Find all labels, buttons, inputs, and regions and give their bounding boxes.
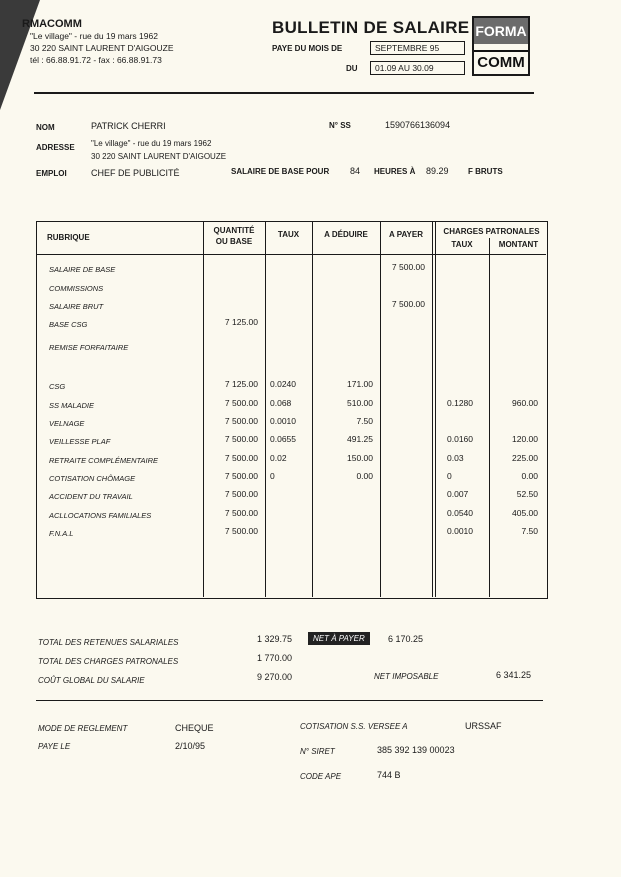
row-rubrique: COMMISSIONS <box>49 284 104 293</box>
col-divider <box>489 238 490 597</box>
cell-ch-montant: 225.00 <box>512 453 538 463</box>
company-address2: 30 220 SAINT LAURENT D'AIGOUZE <box>30 43 174 53</box>
th-rubrique: RUBRIQUE <box>47 233 90 242</box>
cell-ch-taux: 0.03 <box>447 453 464 463</box>
th-a-deduire: A DÉDUIRE <box>324 230 368 239</box>
cell-base: 7 500.00 <box>224 434 258 444</box>
ape-value: 744 B <box>377 770 401 780</box>
cell-taux: 0.0655 <box>270 434 296 444</box>
header-divider <box>34 92 534 94</box>
cell-taux: 0.02 <box>270 453 287 463</box>
row-rubrique: VEILLESSE PLAF <box>49 437 111 446</box>
cell-ch-taux: 0.0010 <box>447 526 473 536</box>
row-rubrique: ACCIDENT DU TRAVAIL <box>49 492 133 501</box>
month-field <box>370 41 465 55</box>
company-name: RMACOMM <box>22 18 82 30</box>
paye-label: PAYE LE <box>38 742 71 751</box>
company-phone: tél : 66.88.91.72 - fax : 66.88.91.73 <box>30 55 162 65</box>
company-address1: "Le village" - rue du 19 mars 1962 <box>30 31 158 41</box>
net-value: 6 170.25 <box>388 634 424 644</box>
cell-taux: 0.068 <box>270 398 292 408</box>
adresse-line1: "Le village" - rue du 19 mars 1962 <box>91 139 212 148</box>
cell-base: 7 500.00 <box>224 471 258 481</box>
siret-label: N° SIRET <box>300 747 335 756</box>
cout-label: COÛT GLOBAL DU SALARIE <box>38 676 145 685</box>
cell-ch-montant: 0.00 <box>521 471 538 481</box>
th-taux: TAUX <box>277 230 300 239</box>
th-quantite-line2: OU BASE <box>215 237 253 246</box>
salaire-base-label: SALAIRE DE BASE POUR <box>231 167 330 176</box>
nom-value: PATRICK CHERRI <box>91 121 166 131</box>
row-rubrique: SALAIRE DE BASE <box>49 265 116 274</box>
cell-deduire: 510.00 <box>347 398 373 408</box>
cell-ch-montant: 7.50 <box>521 526 538 536</box>
formacomm-logo <box>472 16 530 76</box>
col-divider <box>265 222 266 597</box>
retenues-value: 1 329.75 <box>257 634 293 644</box>
charges-label: TOTAL DES CHARGES PATRONALES <box>38 657 179 666</box>
row-rubrique: BASE CSG <box>49 320 88 329</box>
cell-ch-taux: 0.1280 <box>447 398 473 408</box>
salary-table <box>36 221 548 599</box>
col-divider <box>435 222 436 597</box>
emploi-value: CHEF DE PUBLICITÉ <box>91 168 180 178</box>
month-value: SEPTEMBRE 95 <box>375 43 440 53</box>
th-charges: CHARGES PATRONALES <box>443 227 540 236</box>
mode-label: MODE DE REGLEMENT <box>38 724 128 733</box>
cell-ch-montant: 52.50 <box>516 489 538 499</box>
period-label: DU <box>346 64 358 73</box>
adresse-label: ADRESSE <box>36 143 75 152</box>
heures-value: 84 <box>350 166 361 176</box>
period-value: 01.09 AU 30.09 <box>375 63 434 73</box>
cell-payer: 7 500.00 <box>391 299 425 309</box>
cout-value: 9 270.00 <box>257 672 293 682</box>
company-block <box>22 18 174 66</box>
net-a-payer-badge: NET À PAYER <box>308 632 370 645</box>
cell-base: 7 125.00 <box>224 379 258 389</box>
bruts-label: F BRUTS <box>468 167 503 176</box>
cell-taux: 0 <box>270 471 275 481</box>
adresse-line2: 30 220 SAINT LAURENT D'AIGOUZE <box>91 152 227 161</box>
cotisation-value: URSSAF <box>465 721 502 731</box>
cell-payer: 7 500.00 <box>391 262 425 272</box>
th-quantite-line1: QUANTITÉ <box>213 226 255 235</box>
heures-label: HEURES À <box>374 167 416 176</box>
row-rubrique: F.N.A.L <box>49 529 74 538</box>
retenues-label: TOTAL DES RETENUES SALARIALES <box>38 638 179 647</box>
cell-base: 7 500.00 <box>224 416 258 426</box>
cell-deduire: 171.00 <box>347 379 373 389</box>
cell-ch-montant: 960.00 <box>512 398 538 408</box>
ss-label: N° SS <box>329 121 351 130</box>
cell-ch-taux: 0.0160 <box>447 434 473 444</box>
col-divider <box>203 222 204 597</box>
header-rule <box>37 254 546 255</box>
logo-top: FORMA <box>474 18 528 44</box>
th-a-payer: A PAYER <box>389 230 423 239</box>
cell-ch-montant: 120.00 <box>512 434 538 444</box>
nom-label: NOM <box>36 123 55 132</box>
cell-base: 7 500.00 <box>224 508 258 518</box>
th-quantite <box>203 225 265 247</box>
siret-value: 385 392 139 00023 <box>377 745 455 755</box>
row-rubrique: SALAIRE BRUT <box>49 302 104 311</box>
col-divider <box>312 222 313 597</box>
row-rubrique: CSG <box>49 382 66 391</box>
taux-horaire: 89.29 <box>426 166 449 176</box>
cell-base: 7 500.00 <box>224 453 258 463</box>
emploi-label: EMPLOI <box>36 169 67 178</box>
month-label: PAYE DU MOIS DE <box>272 44 343 53</box>
footer-divider <box>36 700 543 701</box>
cell-base: 7 500.00 <box>224 489 258 499</box>
row-rubrique: SS MALADIE <box>49 401 95 410</box>
cell-deduire: 491.25 <box>347 434 373 444</box>
cell-ch-taux: 0.0540 <box>447 508 473 518</box>
th-ch-taux: TAUX <box>451 240 473 249</box>
imposable-label: NET IMPOSABLE <box>374 672 439 681</box>
row-rubrique: COTISATION CHÔMAGE <box>49 474 136 483</box>
mode-value: CHEQUE <box>175 723 214 733</box>
ss-value: 1590766136094 <box>385 120 451 130</box>
col-divider <box>432 222 433 597</box>
row-rubrique: RETRAITE COMPLÉMENTAIRE <box>49 456 159 465</box>
cotisation-label: COTISATION S.S. VERSEE A <box>300 722 408 731</box>
logo-bottom: COMM <box>474 50 528 74</box>
row-rubrique: REMISE FORFAITAIRE <box>49 343 129 352</box>
row-rubrique: VELNAGE <box>49 419 85 428</box>
paye-value: 2/10/95 <box>175 741 206 751</box>
cell-deduire: 150.00 <box>347 453 373 463</box>
cell-ch-taux: 0 <box>447 471 452 481</box>
cell-base: 7 125.00 <box>224 317 258 327</box>
cell-ch-taux: 0.007 <box>447 489 469 499</box>
cell-deduire: 0.00 <box>356 471 373 481</box>
period-field <box>370 61 465 75</box>
cell-base: 7 500.00 <box>224 526 258 536</box>
cell-base: 7 500.00 <box>224 398 258 408</box>
ape-label: CODE APE <box>300 772 342 781</box>
charges-value: 1 770.00 <box>257 653 293 663</box>
cell-taux: 0.0240 <box>270 379 296 389</box>
row-rubrique: ACLLOCATIONS FAMILIALES <box>49 511 152 520</box>
cell-deduire: 7.50 <box>356 416 373 426</box>
imposable-value: 6 341.25 <box>496 670 532 680</box>
cell-taux: 0.0010 <box>270 416 296 426</box>
cell-ch-montant: 405.00 <box>512 508 538 518</box>
page-title: BULLETIN DE SALAIRE <box>272 18 470 37</box>
col-divider <box>380 222 381 597</box>
th-ch-montant: MONTANT <box>498 240 539 249</box>
